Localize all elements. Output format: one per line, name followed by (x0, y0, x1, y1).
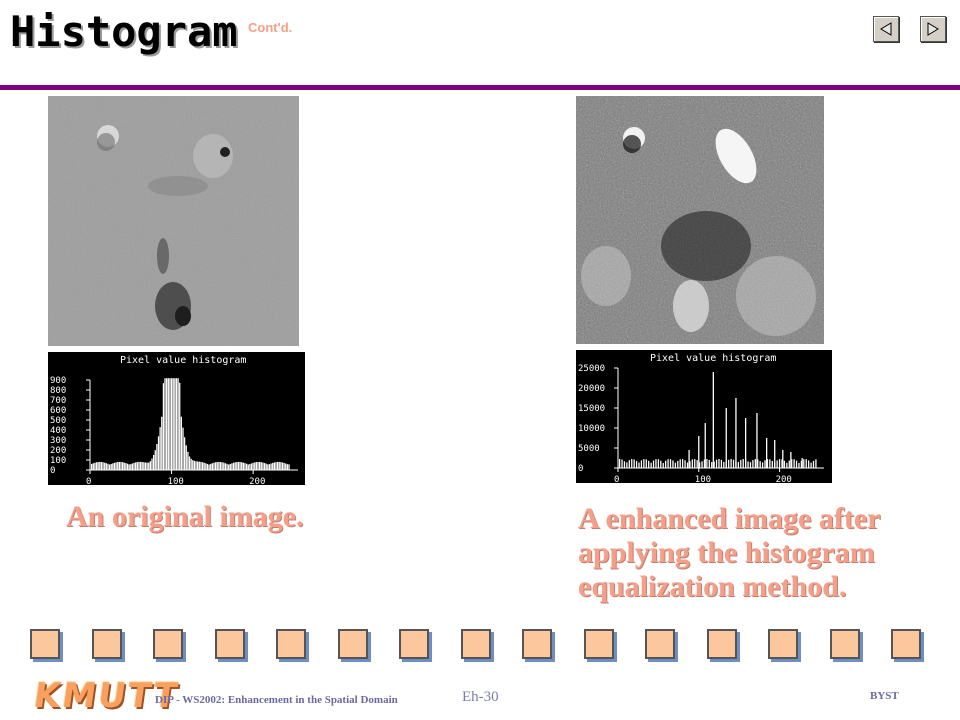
slide-nav-square-4[interactable] (215, 629, 245, 659)
prev-slide-button[interactable] (873, 16, 899, 42)
histogram-x-tick-label: 200 (249, 477, 266, 485)
slide-nav-square-8[interactable] (461, 629, 491, 659)
histogram-y-tick-label: 600 (50, 406, 67, 416)
enhanced-caption-line-2: applying the histogram (578, 536, 875, 569)
histogram-y-tick-label: 0 (578, 464, 584, 474)
histogram-x-tick-label: 0 (614, 475, 620, 483)
page-number: Eh-30 (462, 689, 499, 705)
histogram-y-tick-label: 5000 (578, 444, 600, 454)
histogram-x-tick-label: 100 (167, 477, 184, 485)
histogram-x-tick-label: 0 (86, 477, 92, 485)
histogram-title: Pixel value histogram (120, 355, 247, 366)
slide-nav-square-5[interactable] (276, 629, 306, 659)
slide-nav-square-9[interactable] (522, 629, 552, 659)
slide-nav-square-10[interactable] (584, 629, 614, 659)
triangle-right-icon (926, 22, 940, 36)
slide-nav-square-7[interactable] (399, 629, 429, 659)
slide-nav-square-11[interactable] (645, 629, 675, 659)
slide-nav-square-2[interactable] (92, 629, 122, 659)
histogram-y-tick-label: 700 (50, 396, 67, 406)
histogram-y-tick-label: 300 (50, 436, 67, 446)
page-title: Histogram (10, 7, 238, 56)
enhanced-image (576, 96, 824, 344)
histogram-y-tick-label: 15000 (578, 404, 606, 414)
slide-nav-square-14[interactable] (830, 629, 860, 659)
histogram-y-tick-label: 20000 (578, 384, 606, 394)
histogram-y-tick-label: 200 (50, 446, 67, 456)
original-caption: An original image. (66, 500, 304, 533)
next-slide-button[interactable] (920, 16, 946, 42)
histogram-x-tick-label: 200 (775, 475, 792, 483)
histogram-y-tick-label: 500 (50, 416, 67, 426)
slide-nav-square-1[interactable] (30, 629, 60, 659)
enhanced-histogram (576, 350, 832, 483)
kmutt-logo: KMUTT (31, 676, 182, 716)
histogram-y-tick-label: 25000 (578, 364, 606, 374)
histogram-title: Pixel value histogram (650, 353, 777, 364)
slide-nav-square-13[interactable] (768, 629, 798, 659)
histogram-y-tick-label: 100 (50, 456, 67, 466)
enhanced-caption-line-1: A enhanced image after (578, 502, 881, 535)
histogram-x-tick-label: 100 (694, 475, 712, 483)
original-histogram (48, 352, 305, 485)
slide-nav-square-15[interactable] (891, 629, 921, 659)
slide-nav-square-3[interactable] (153, 629, 183, 659)
enhanced-caption-line-3: equalization method. (578, 570, 847, 603)
slide-nav-square-12[interactable] (707, 629, 737, 659)
histogram-y-tick-label: 0 (50, 466, 56, 476)
footer-author: BYST (870, 690, 899, 702)
slide-nav-square-6[interactable] (338, 629, 368, 659)
histogram-y-tick-label: 900 (50, 376, 67, 386)
original-image (48, 96, 299, 346)
footer-course: DIP - WS2002: Enhancement in the Spatial Domain (155, 694, 398, 706)
enhanced-caption (578, 502, 880, 604)
triangle-left-icon (879, 22, 893, 36)
histogram-y-tick-label: 10000 (578, 424, 606, 434)
header-divider (0, 85, 960, 90)
page-subtitle: Cont'd. (248, 20, 293, 35)
histogram-y-tick-label: 400 (50, 426, 67, 436)
histogram-y-tick-label: 800 (50, 386, 67, 396)
